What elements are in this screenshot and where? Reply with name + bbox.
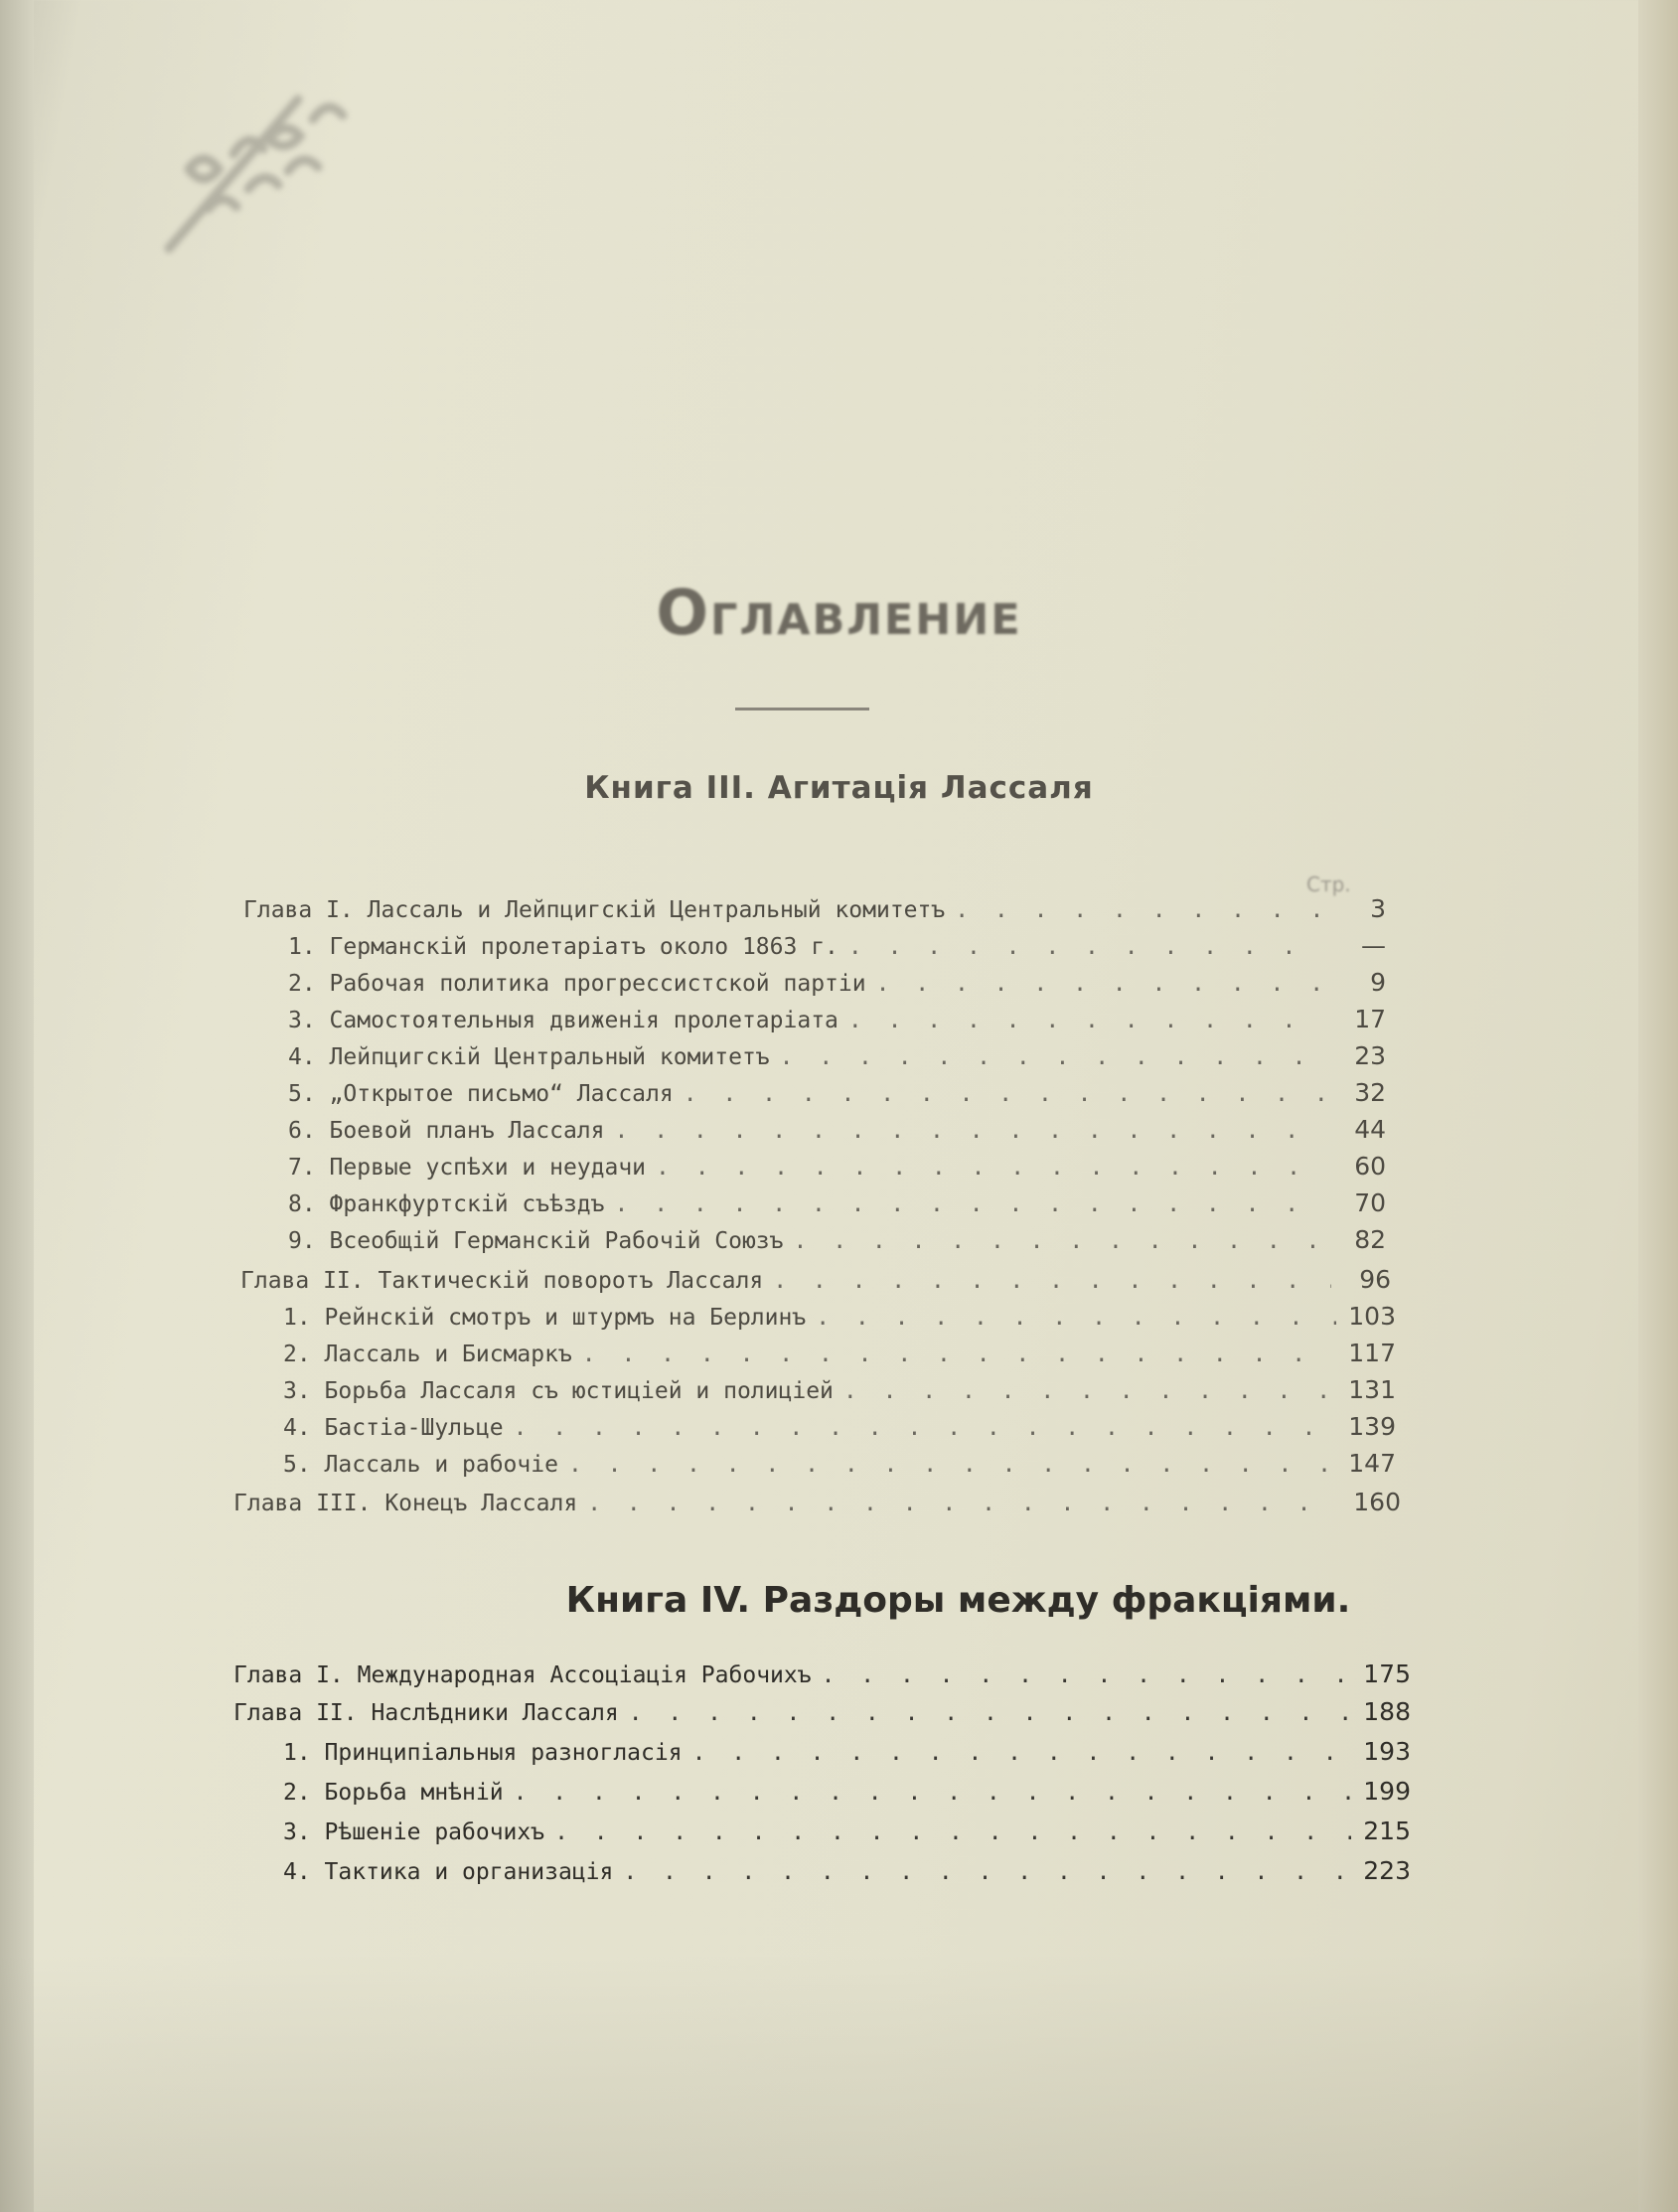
toc-entry-page: 117 — [1348, 1339, 1396, 1367]
toc-entry-page: — — [1361, 931, 1386, 960]
title-divider — [735, 708, 869, 711]
toc-entry-page: 215 — [1363, 1817, 1411, 1845]
toc-entry — [288, 1188, 1386, 1226]
toc-entry — [283, 1412, 1396, 1450]
dot-leader — [615, 1118, 1327, 1144]
toc-entry-label: 3. Рѣшеніе рабочихъ — [283, 1819, 545, 1845]
toc-entry-label: 8. Франкфуртскій съѣздъ — [288, 1191, 605, 1217]
toc-entry-page: 199 — [1363, 1777, 1411, 1806]
toc-entry-page: 70 — [1354, 1188, 1386, 1217]
library-stamp-mark — [149, 60, 447, 258]
toc-entry-page: 175 — [1363, 1659, 1411, 1688]
toc-entry-page: 23 — [1354, 1041, 1386, 1070]
toc-entry — [283, 1817, 1411, 1854]
toc-entry — [288, 1005, 1386, 1042]
toc-entry-page: 139 — [1348, 1412, 1396, 1441]
toc-entry — [233, 1488, 1401, 1525]
toc-entry-page: 82 — [1354, 1225, 1386, 1254]
dot-leader — [587, 1491, 1341, 1516]
toc-entry-page: 223 — [1363, 1856, 1411, 1885]
toc-entry-page: 96 — [1359, 1265, 1391, 1294]
dot-leader — [773, 1268, 1331, 1294]
toc-entry-label: 1. Принципіальныя разногласія — [283, 1740, 683, 1766]
dot-leader — [623, 1859, 1351, 1885]
page-edge-right — [1638, 0, 1678, 2212]
toc-entry — [283, 1777, 1411, 1815]
dot-leader — [876, 971, 1326, 997]
toc-entry — [288, 1225, 1386, 1263]
dot-leader — [629, 1700, 1351, 1726]
toc-entry-page: 103 — [1348, 1302, 1396, 1331]
toc-entry — [288, 931, 1386, 969]
toc-entry-label: Глава I. Лассаль и Лейпцигскій Центральный комитетъ — [243, 897, 946, 923]
dot-leader — [554, 1819, 1351, 1845]
dot-leader — [615, 1191, 1327, 1217]
dot-leader — [514, 1415, 1336, 1441]
toc-entry-label: 4. Лейпцигскій Центральный комитетъ — [288, 1044, 770, 1070]
toc-entry-label: 4. Бастіа-Шульце — [283, 1415, 504, 1441]
dot-leader — [692, 1740, 1351, 1766]
dot-leader — [684, 1081, 1326, 1107]
toc-entry — [283, 1302, 1396, 1340]
toc-entry-page: 3 — [1370, 894, 1386, 923]
toc-entry-label: Глава I. Международная Ассоціація Рабочихъ — [233, 1662, 812, 1688]
toc-entry-page: 9 — [1370, 968, 1386, 997]
toc-entry-page: 188 — [1363, 1697, 1411, 1726]
toc-entry-label: 5. „Открытое письмо“ Лассаля — [288, 1081, 674, 1107]
toc-entry-page: 17 — [1354, 1005, 1386, 1033]
toc-entry — [288, 968, 1386, 1006]
toc-entry — [283, 1737, 1411, 1775]
toc-entry-page: 160 — [1353, 1488, 1401, 1516]
dot-leader — [656, 1155, 1326, 1181]
page-column-header: Стр. — [1306, 872, 1351, 896]
dot-leader — [955, 897, 1326, 923]
toc-entry — [233, 1659, 1411, 1697]
toc-entry — [288, 1115, 1386, 1153]
toc-entry — [283, 1449, 1396, 1487]
toc-entry-page: 131 — [1348, 1375, 1396, 1404]
toc-entry — [243, 894, 1386, 932]
dot-leader — [816, 1305, 1336, 1331]
toc-entry — [288, 1078, 1386, 1116]
toc-entry — [283, 1856, 1411, 1894]
toc-entry-page: 32 — [1354, 1078, 1386, 1107]
page-shadow — [0, 1954, 1678, 2212]
toc-entry-label: 2. Лассаль и Бисмаркъ — [283, 1342, 572, 1367]
dot-leader — [848, 1008, 1326, 1033]
page-edge-left — [0, 0, 34, 2212]
dot-leader — [843, 1378, 1336, 1404]
toc-entry-label: 6. Боевой планъ Лассаля — [288, 1118, 605, 1144]
dot-leader — [794, 1228, 1327, 1254]
toc-entry — [283, 1339, 1396, 1376]
toc-entry — [288, 1152, 1386, 1189]
book-4-heading: Книга IV. Раздоры между фракціями. — [565, 1580, 1351, 1621]
toc-entry-label: 3. Самостоятельныя движенія пролетаріата — [288, 1008, 839, 1033]
dot-leader — [848, 934, 1326, 960]
page-title: Оглавление — [656, 576, 1022, 649]
toc-entry-label: 5. Лассаль и рабочіе — [283, 1452, 558, 1478]
dot-leader — [822, 1662, 1351, 1688]
toc-entry-label: 1. Германскій пролетаріатъ около 1863 г. — [288, 934, 839, 960]
toc-entry-label: Глава III. Конецъ Лассаля — [233, 1491, 578, 1516]
toc-entry-label: Глава II. Наслѣдники Лассаля — [233, 1700, 619, 1726]
toc-entry-label: Глава II. Тактическій поворотъ Лассаля — [240, 1268, 764, 1294]
dot-leader — [568, 1452, 1336, 1478]
toc-entry-page: 147 — [1348, 1449, 1396, 1478]
toc-entry-label: 2. Рабочая политика прогрессистской партіи — [288, 971, 866, 997]
toc-entry — [288, 1041, 1386, 1079]
toc-entry — [240, 1265, 1391, 1303]
toc-entry-label: 9. Всеобщій Германскій Рабочій Союзъ — [288, 1228, 784, 1254]
toc-entry-page: 44 — [1354, 1115, 1386, 1144]
toc-entry — [233, 1697, 1411, 1735]
dot-leader — [514, 1780, 1351, 1806]
dot-leader — [780, 1044, 1326, 1070]
toc-entry-label: 4. Тактика и организація — [283, 1859, 614, 1885]
book-3-heading: Книга III. Агитація Лассаля — [584, 770, 1094, 806]
toc-entry-label: 2. Борьба мнѣній — [283, 1780, 504, 1806]
dot-leader — [582, 1342, 1336, 1367]
toc-entry-page: 193 — [1363, 1737, 1411, 1766]
toc-entry-page: 60 — [1354, 1152, 1386, 1181]
toc-entry-label: 7. Первые успѣхи и неудачи — [288, 1155, 647, 1181]
toc-entry-label: 1. Рейнскій смотръ и штурмъ на Берлинъ — [283, 1305, 807, 1331]
toc-entry-label: 3. Борьба Лассаля съ юстиціей и полиціей — [283, 1378, 834, 1404]
toc-entry — [283, 1375, 1396, 1413]
